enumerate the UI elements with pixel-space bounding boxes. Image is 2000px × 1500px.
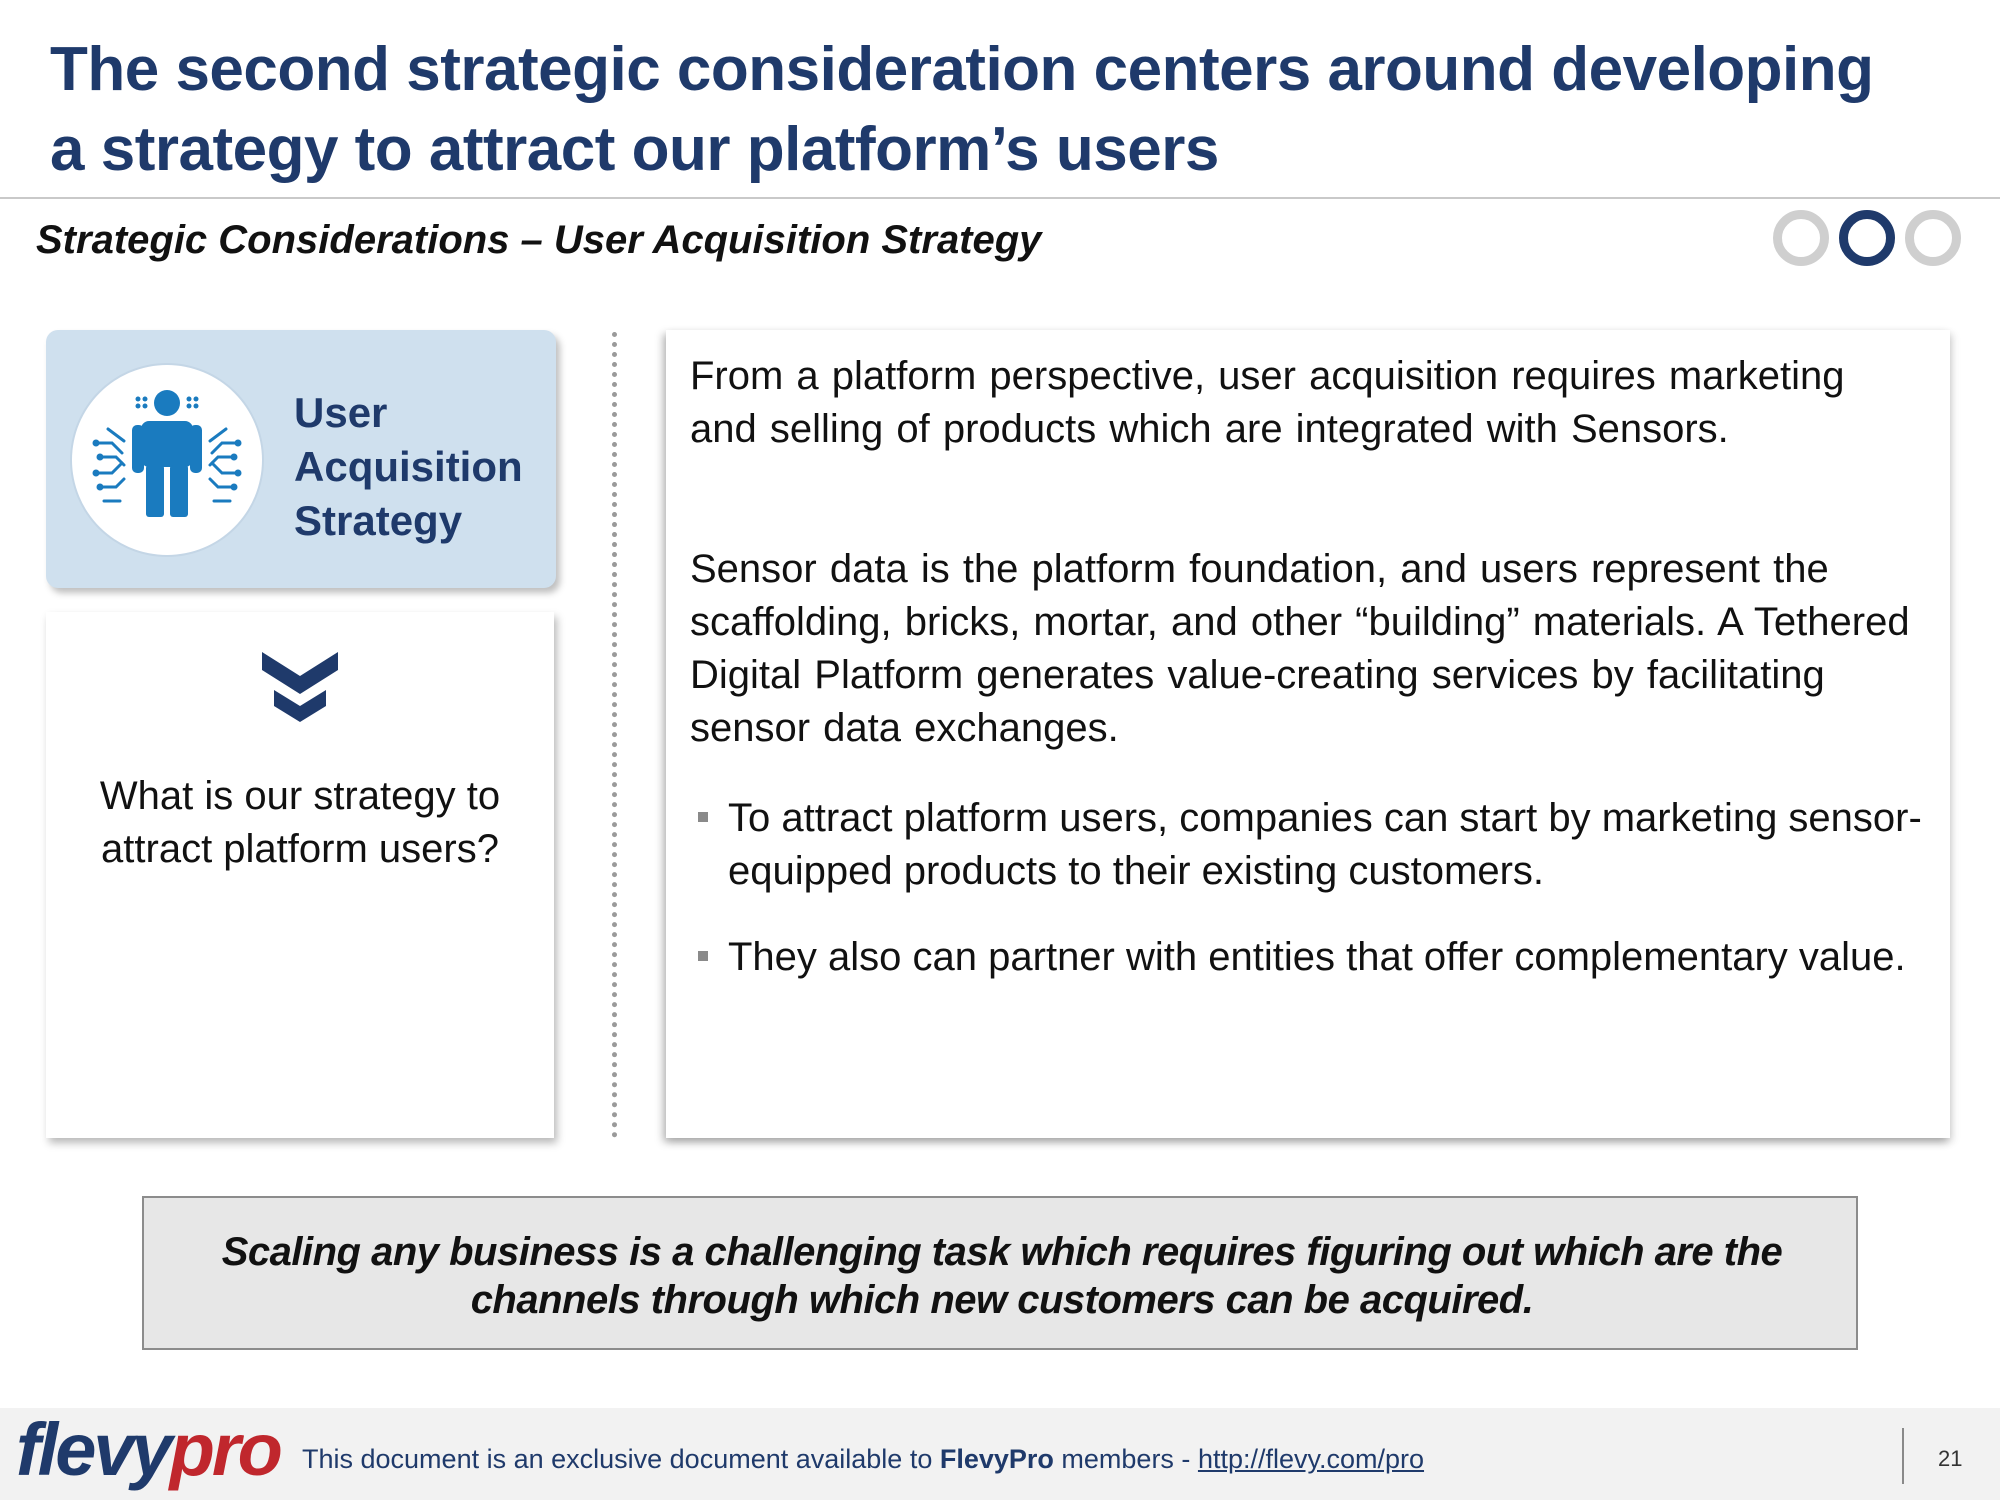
footer-divider xyxy=(1902,1428,1904,1484)
topic-label-line-1: User xyxy=(294,389,388,436)
page-number: 21 xyxy=(1938,1446,1963,1471)
callout-text: Scaling any business is a challenging task which requires figuring out which are the channels through which new customers can be acquired. xyxy=(221,1230,1783,1322)
double-chevron-down-icon xyxy=(260,650,340,726)
bullet-text: To attract platform users, companies can start by marketing sensor-equipped products to their existing customers. xyxy=(728,796,1922,893)
topic-header-card xyxy=(46,330,556,588)
bullet-text: They also can partner with entities that offer complementary value. xyxy=(728,935,1906,979)
topic-label-line-2: Acquisition xyxy=(294,443,523,490)
title-divider xyxy=(0,197,2000,199)
progress-dot-2-active xyxy=(1839,210,1895,266)
person-circuit-icon xyxy=(72,365,262,555)
content-paragraph-2: Sensor data is the platform foundation, and users represent the scaffolding, bricks, mortar, and other “building” materials. A Tethered Digital Platform generates value-creating services by facilitating sensor data exchanges. xyxy=(690,547,1910,750)
logo-part-flevy: flevy xyxy=(16,1408,170,1491)
question-card xyxy=(46,612,554,1138)
footer-text-end: members - xyxy=(1053,1444,1198,1474)
topic-label xyxy=(294,386,544,548)
flevy-pro-link[interactable]: http://flevy.com/pro xyxy=(1197,1444,1425,1474)
logo-part-pro: pro xyxy=(169,1408,280,1491)
key-question: What is our strategy to attract platform users? xyxy=(99,774,501,871)
footer-notice xyxy=(302,1444,1424,1475)
footer-bar xyxy=(0,1408,2000,1500)
bullet-square-icon xyxy=(698,812,708,822)
flevypro-logo xyxy=(16,1410,280,1490)
key-takeaway-callout xyxy=(142,1196,1858,1350)
page-title: The second strategic consideration centers around developing a strategy to attract our platform’s users xyxy=(50,35,1874,184)
progress-dot-3 xyxy=(1905,210,1961,266)
footer-brand: FlevyPro xyxy=(939,1444,1054,1474)
content-paragraph-1: From a platform perspective, user acquisition requires marketing and selling of products which are integrated with Sensors. xyxy=(690,354,1845,451)
section-subtitle: Strategic Considerations – User Acquisition Strategy xyxy=(36,218,1042,262)
content-card xyxy=(666,330,1950,1138)
footer-text-start: This document is an exclusive document available to xyxy=(302,1444,940,1474)
topic-label-line-3: Strategy xyxy=(294,497,463,544)
progress-dots xyxy=(1773,210,1968,266)
progress-dot-1 xyxy=(1773,210,1829,266)
bullet-square-icon xyxy=(698,951,708,961)
dotted-divider xyxy=(612,332,617,1138)
